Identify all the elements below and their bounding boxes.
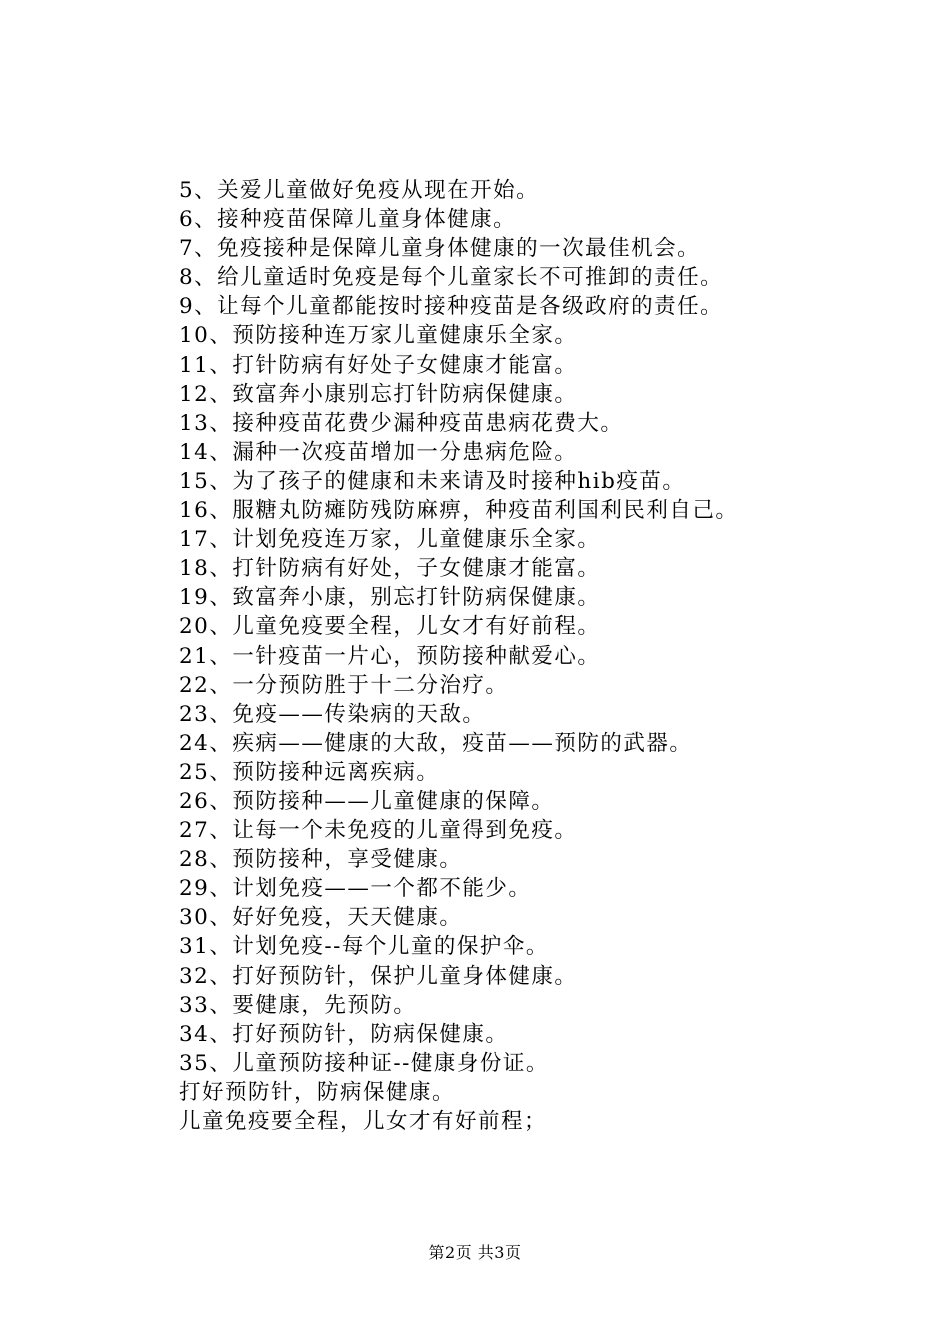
- page-footer: [0, 1242, 950, 1264]
- text-line: 24、疾病——健康的大敌，疫苗——预防的武器。: [179, 730, 693, 756]
- text-line: 9、让每个儿童都能按时接种疫苗是各级政府的责任。: [179, 294, 724, 320]
- text-line: 33、要健康，先预防。: [179, 992, 417, 1018]
- text-line: 儿童免疫要全程，儿女才有好前程；: [179, 1109, 548, 1134]
- page-number-label: 第2页 共3页: [428, 1243, 522, 1262]
- text-line: 14、漏种一次疫苗增加一分患病危险。: [179, 439, 578, 465]
- text-line: 20、儿童免疫要全程，儿女才有好前程。: [179, 614, 601, 640]
- text-line: 31、计划免疫--每个儿童的保护伞。: [179, 934, 549, 960]
- text-line: 17、计划免疫连万家，儿童健康乐全家。: [179, 527, 601, 553]
- text-line: 8、给儿童适时免疫是每个儿童家长不可推卸的责任。: [179, 265, 724, 291]
- text-line: 35、儿童预防接种证--健康身份证。: [179, 1050, 549, 1076]
- text-line: 29、计划免疫——一个都不能少。: [179, 876, 532, 902]
- text-line: 22、一分预防胜于十二分治疗。: [179, 672, 509, 698]
- text-line: 5、关爱儿童做好免疫从现在开始。: [179, 178, 540, 203]
- slogan-list: [179, 176, 879, 1136]
- text-line: 6、接种疫苗保障儿童身体健康。: [179, 207, 517, 233]
- text-line: 21、一针疫苗一片心，预防接种献爱心。: [179, 643, 601, 669]
- text-line: 16、服糖丸防瘫防残防麻痹，种疫苗利国利民利自己。: [179, 498, 739, 524]
- text-line: 15、为了孩子的健康和未来请及时接种hib疫苗。: [179, 468, 686, 494]
- text-line: 18、打针防病有好处，子女健康才能富。: [179, 556, 601, 582]
- text-line: 28、预防接种，享受健康。: [179, 847, 463, 873]
- text-line: 13、接种疫苗花费少漏种疫苗患病花费大。: [179, 410, 624, 436]
- text-line: 7、免疫接种是保障儿童身体健康的一次最佳机会。: [179, 236, 701, 262]
- text-line: 23、免疫——传染病的天敌。: [179, 701, 486, 727]
- text-line: 10、预防接种连万家儿童健康乐全家。: [179, 323, 578, 349]
- text-line: 19、致富奔小康，别忘打针防病保健康。: [179, 585, 601, 611]
- text-line: 27、让每一个未免疫的儿童得到免疫。: [179, 818, 578, 844]
- text-line: 26、预防接种——儿童健康的保障。: [179, 788, 555, 814]
- text-line: 30、好好免疫，天天健康。: [179, 905, 463, 931]
- text-line: 34、打好预防针，防病保健康。: [179, 1021, 509, 1047]
- text-line: 11、打针防病有好处子女健康才能富。: [179, 352, 578, 378]
- text-line: 25、预防接种远离疾病。: [179, 759, 440, 785]
- text-line: 32、打好预防针，保护儿童身体健康。: [179, 963, 578, 989]
- text-line: 打好预防针，防病保健康。: [179, 1079, 456, 1105]
- text-line: 12、致富奔小康别忘打针防病保健康。: [179, 381, 578, 407]
